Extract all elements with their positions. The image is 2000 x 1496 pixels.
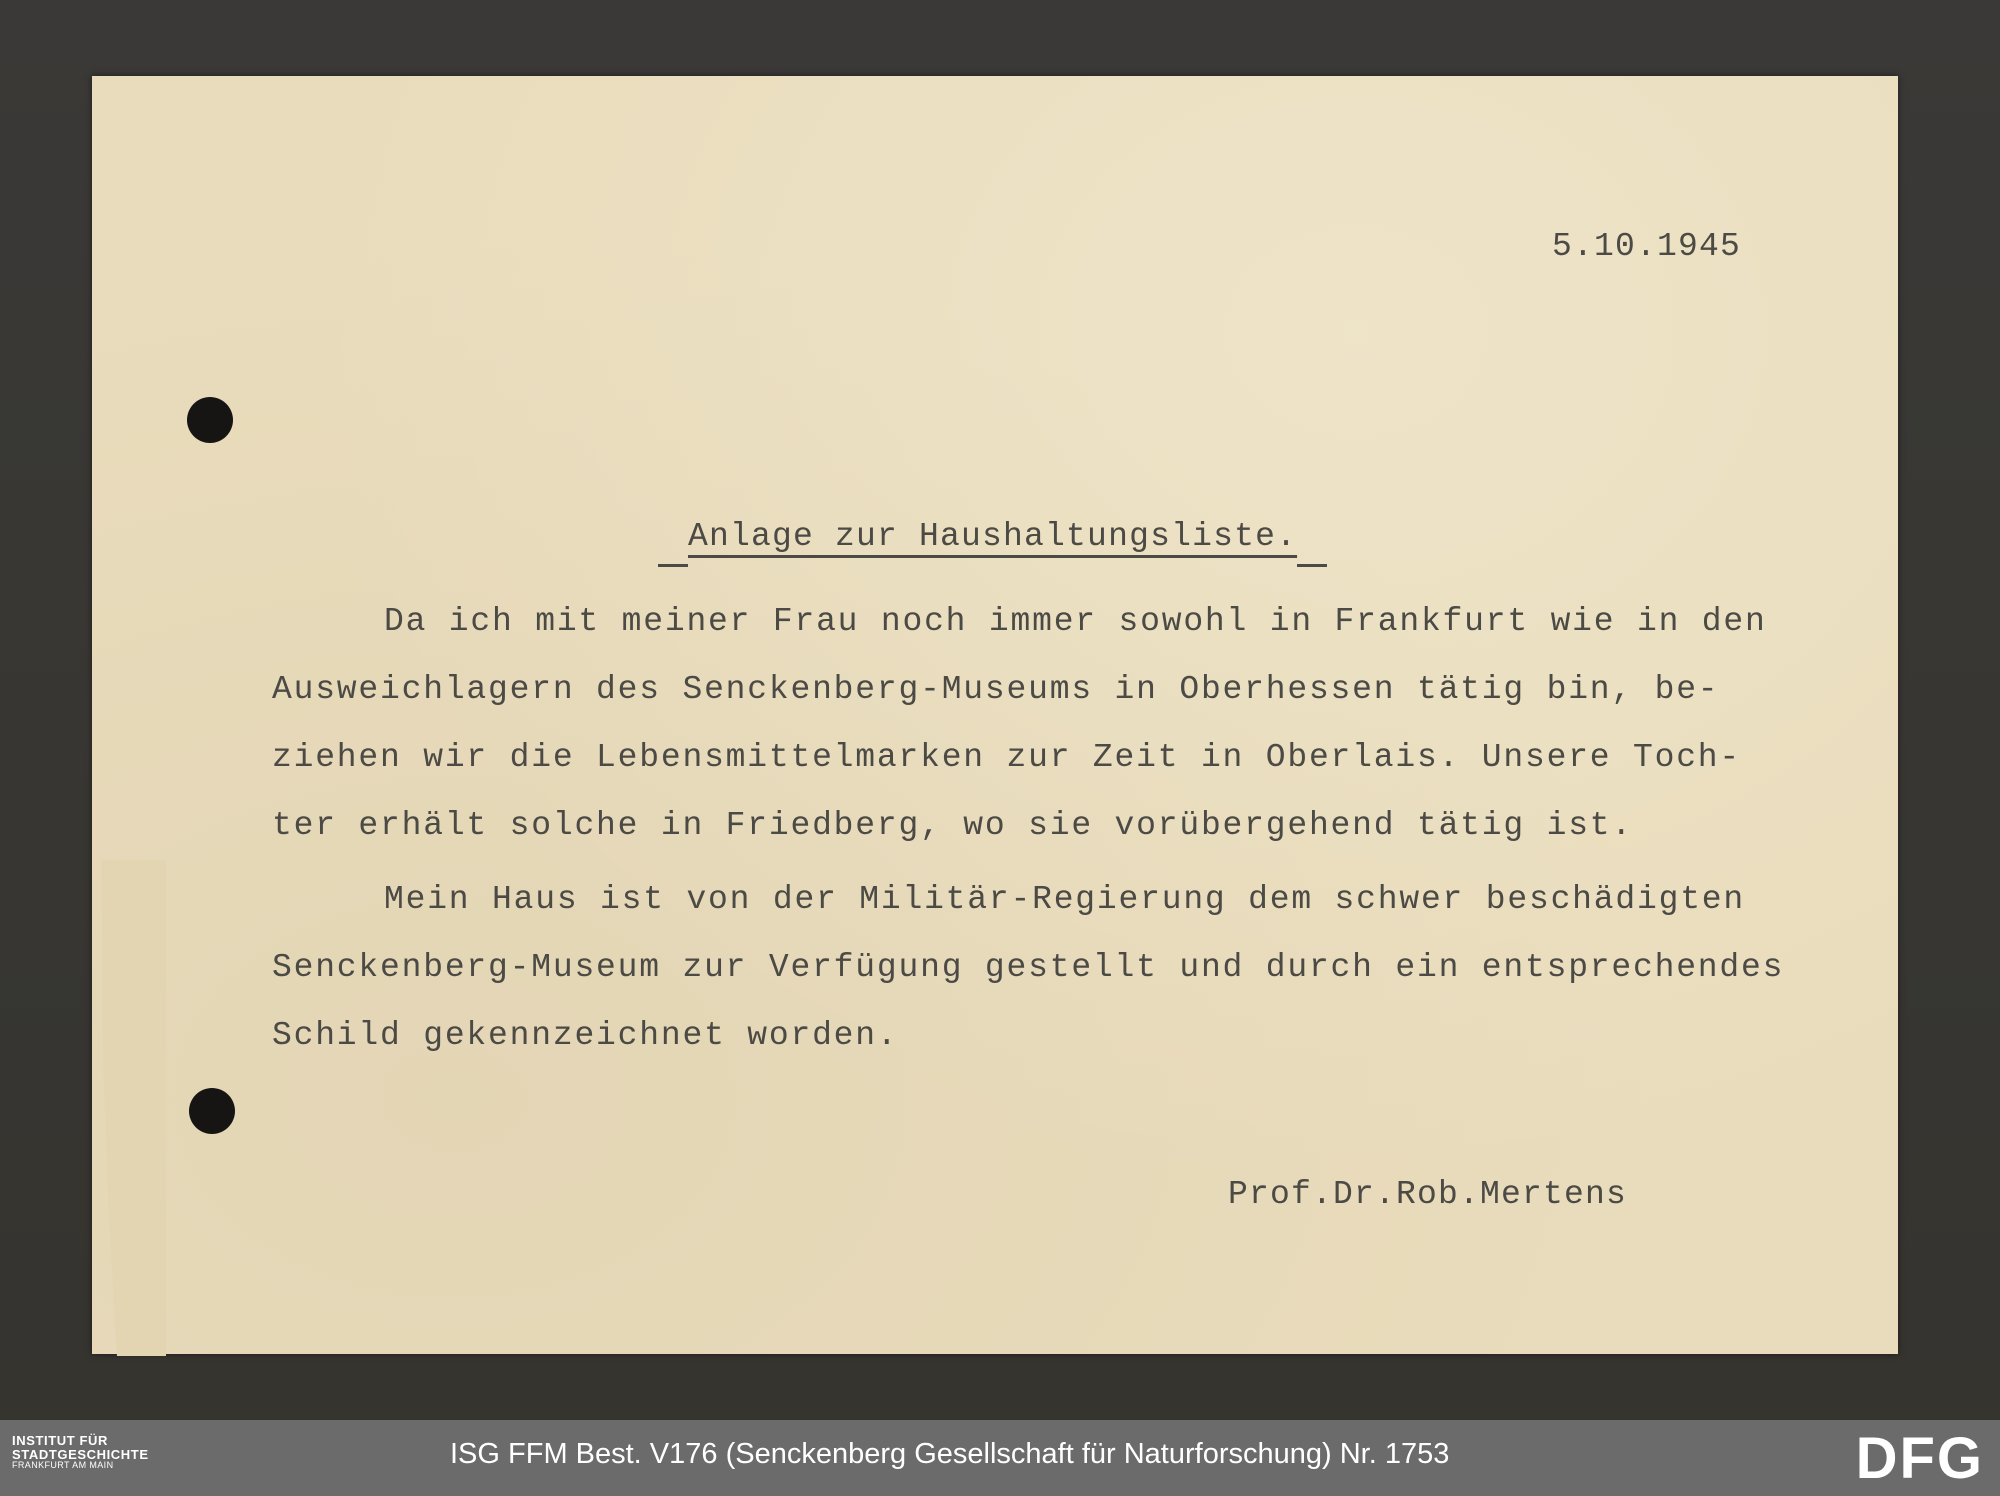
body-line: Mein Haus ist von der Militär-Regierung dem schwer beschädigten bbox=[384, 881, 1746, 918]
institute-logo bbox=[12, 1434, 149, 1471]
document-date: 5.10.1945 bbox=[1552, 228, 1742, 265]
body-line: Senckenberg-Museum zur Verfügung gestellt und durch ein entsprechendes bbox=[272, 949, 1785, 986]
institute-logo-line: INSTITUT FÜR bbox=[12, 1433, 109, 1448]
archive-caption: ISG FFM Best. V176 (Senckenberg Gesellschaft für Naturforschung) Nr. 1753 bbox=[450, 1438, 1450, 1470]
body-line: ziehen wir die Lebensmittelmarken zur Zeit in Oberlais. Unsere Toch- bbox=[272, 739, 1742, 776]
dfg-logo: DFG bbox=[1855, 1426, 1984, 1491]
archive-footer-bar bbox=[0, 1420, 2000, 1496]
body-line: ter erhält solche in Friedberg, wo sie vorübergehend tätig ist. bbox=[272, 807, 1634, 844]
punch-hole-top bbox=[187, 397, 233, 443]
body-line: Da ich mit meiner Frau noch immer sowohl in Frankfurt wie in den bbox=[384, 603, 1767, 640]
punch-hole-bottom bbox=[189, 1088, 235, 1134]
document-heading: Anlage zur Haushaltungsliste. bbox=[688, 518, 1298, 555]
institute-logo-line: STADTGESCHICHTE bbox=[12, 1446, 149, 1462]
signature: Prof.Dr.Rob.Mertens bbox=[1228, 1176, 1628, 1213]
institute-logo-line: FRANKFURT AM MAIN bbox=[12, 1460, 114, 1471]
document-body bbox=[272, 588, 1872, 1070]
body-line: Schild gekennzeichnet worden. bbox=[272, 1017, 899, 1054]
body-line: Ausweichlagern des Senckenberg-Museums in Oberhessen tätig bin, be- bbox=[272, 671, 1720, 708]
